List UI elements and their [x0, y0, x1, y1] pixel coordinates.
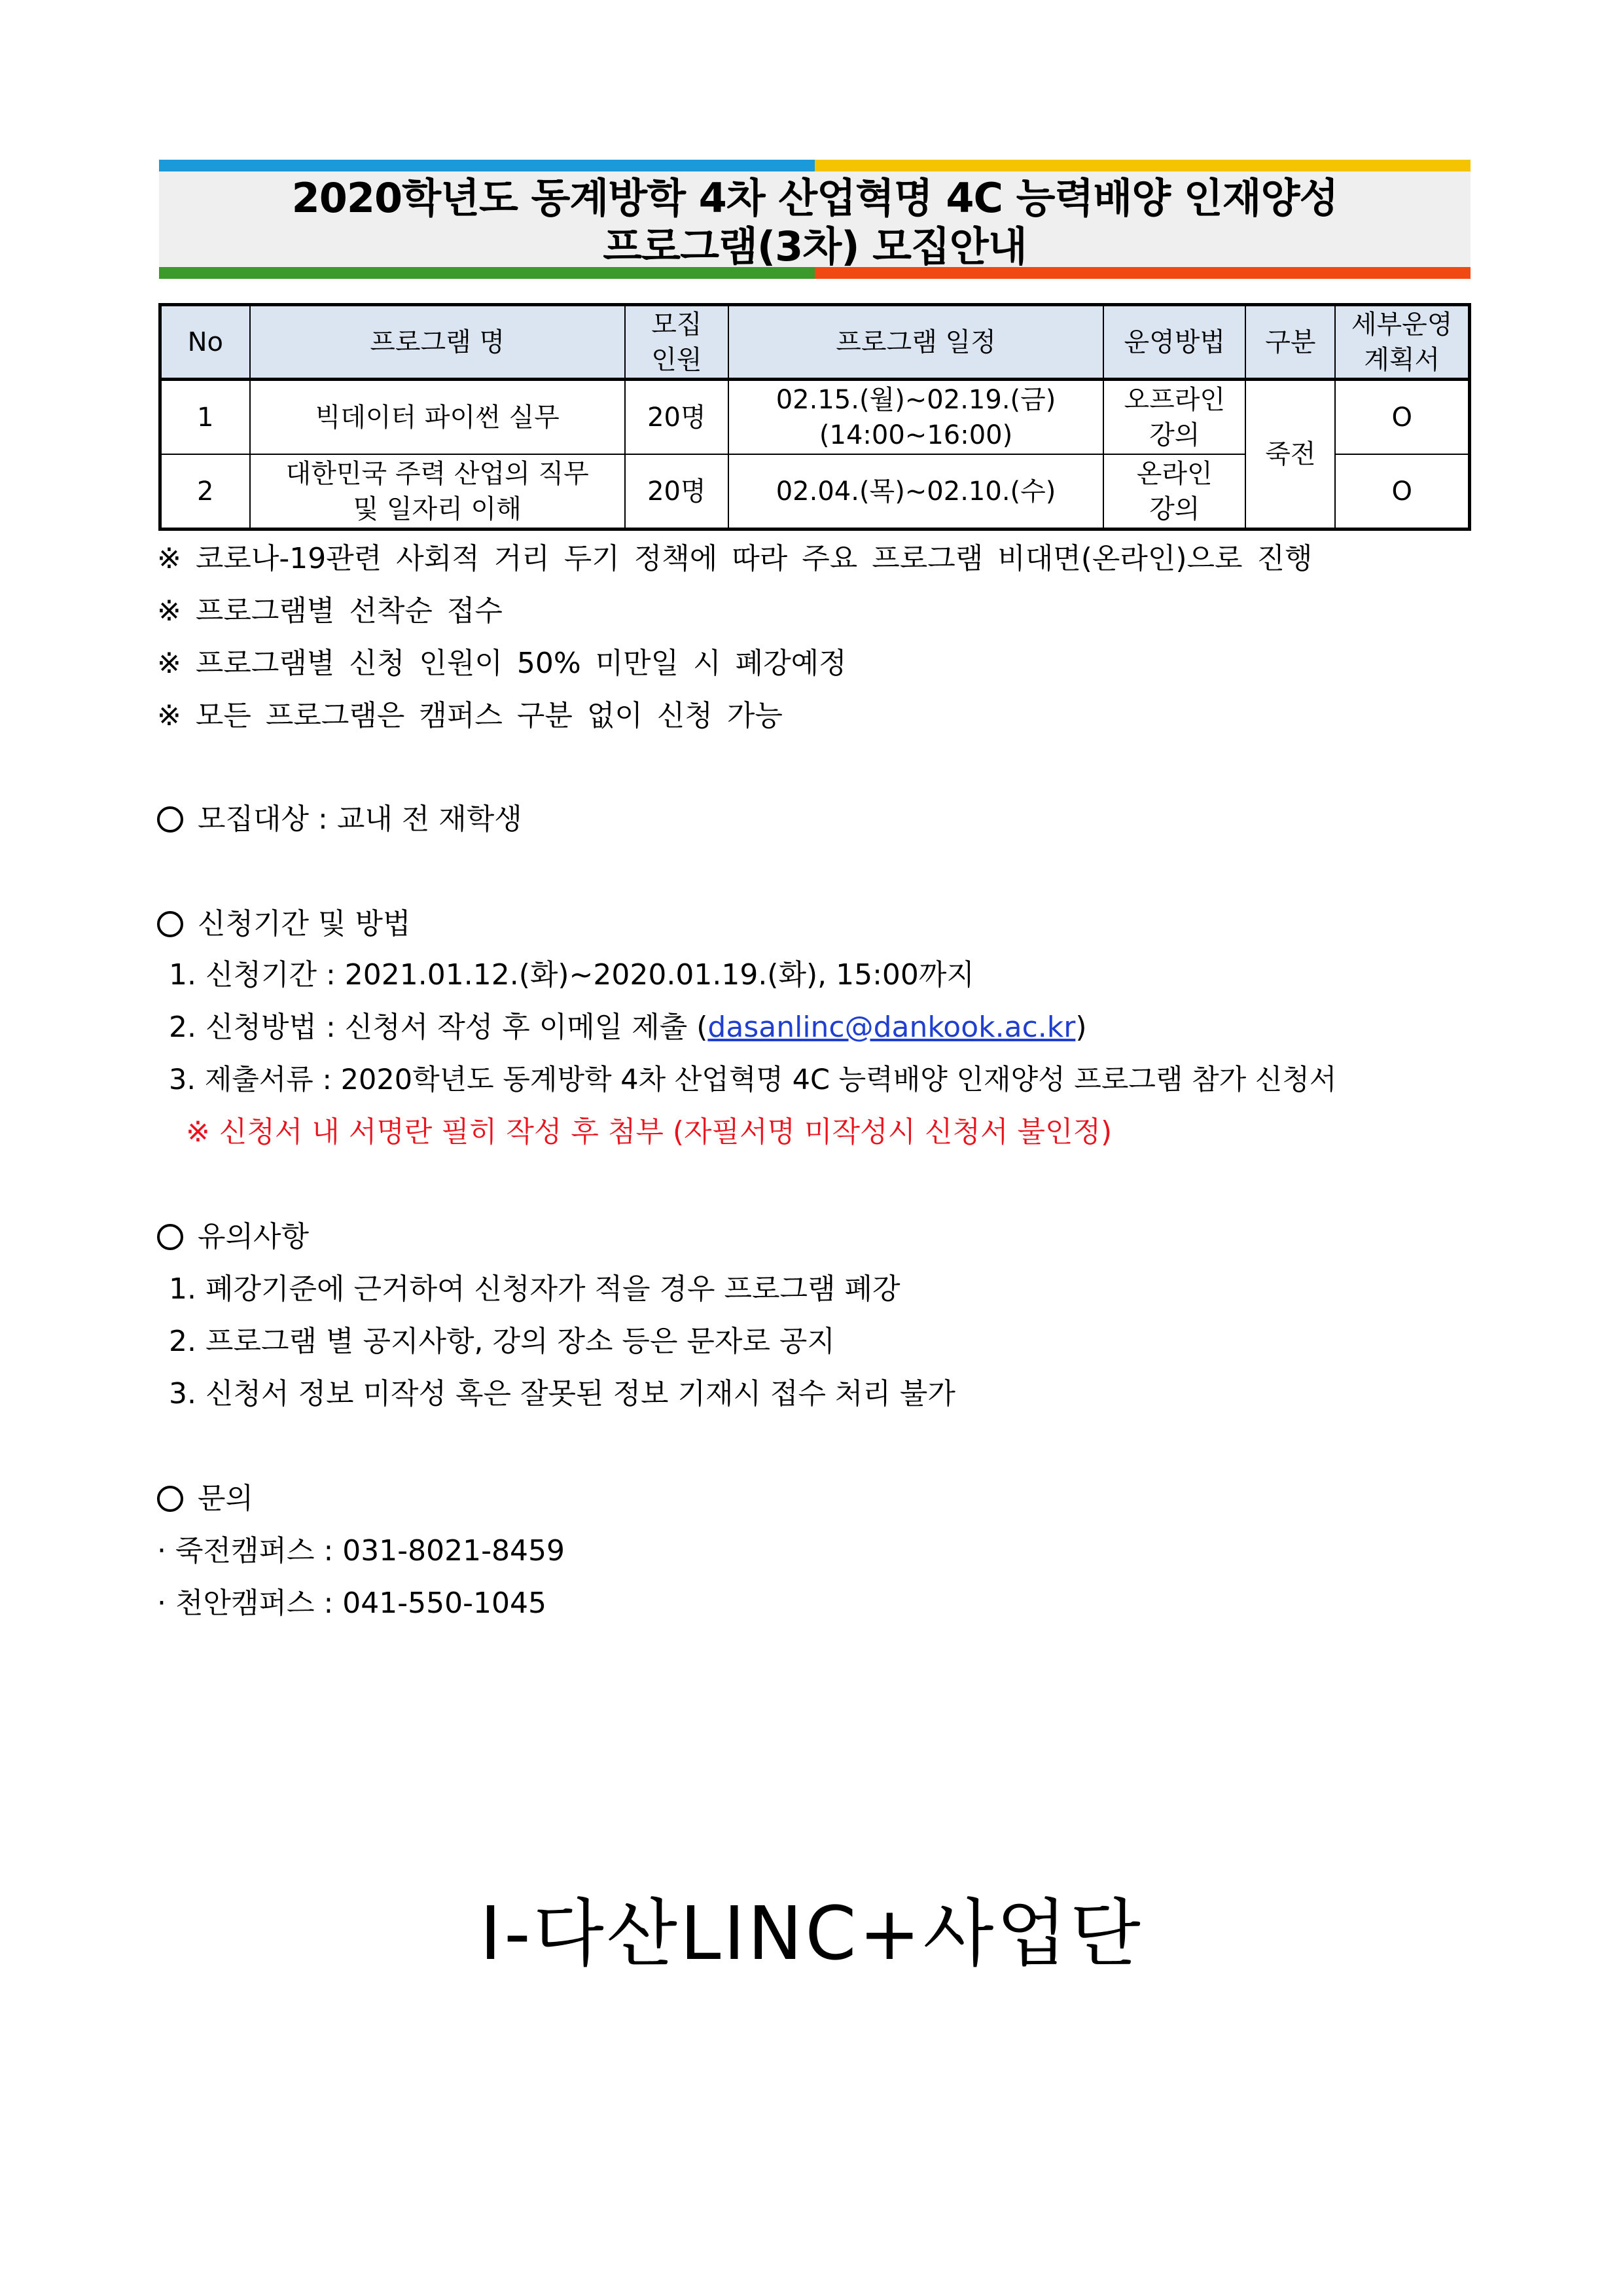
note-first-come: ※ 프로그램별 선착순 접수	[157, 594, 503, 628]
note-covid: ※ 코로나-19관련 사회적 거리 두기 정책에 따라 주요 프로그램 비대면(온라인)으로 진행	[157, 542, 1313, 575]
email-link[interactable]: dasanlinc@dankook.ac.kr	[707, 1011, 1076, 1044]
row-capacity: 20명	[625, 380, 728, 455]
row-plan: O	[1335, 380, 1469, 455]
circle-bullet-icon	[157, 1486, 183, 1512]
application-documents: 3. 제출서류 : 2020학년도 동계방학 4차 산업혁명 4C 능력배양 인재양성 프로그램 참가 신청서	[169, 1064, 1337, 1096]
target-heading: 모집대상 : 교내 전 재학생	[198, 802, 522, 836]
inquiry-cheonan: · 천안캠퍼스 : 041-550-1045	[157, 1587, 546, 1620]
note-cancel-threshold: ※ 프로그램별 신청 인원이 50% 미만일 시 폐강예정	[157, 647, 847, 680]
caution-item: 1. 폐강기준에 근거하여 신청자가 적을 경우 프로그램 폐강	[169, 1272, 901, 1306]
banner-top-yellow-bar	[815, 160, 1471, 171]
application-method: 2. 신청방법 : 신청서 작성 후 이메일 제출 (dasanlinc@dankook.ac.kr)	[169, 1011, 1087, 1044]
inquiry-section	[157, 1480, 253, 1517]
row-method: 온라인 강의	[1103, 454, 1245, 529]
row-plan: O	[1335, 454, 1469, 529]
inquiry-jukjeon: · 죽전캠퍼스 : 031-8021-8459	[157, 1534, 565, 1568]
page-title	[159, 174, 1471, 271]
note-all-campus: ※ 모든 프로그램은 캠퍼스 구분 없이 신청 가능	[157, 699, 783, 732]
organization-footer: I-다산LINC+사업단	[480, 1892, 1143, 1977]
row-schedule: 02.04.(목)~02.10.(수)	[728, 454, 1103, 529]
row-no: 1	[160, 380, 250, 455]
signature-warning: ※ 신청서 내 서명란 필히 작성 후 첨부 (자필서명 미작성시 신청서 불인정)	[186, 1115, 1113, 1149]
row-program-name: 대한민국 주력 산업의 직무 및 일자리 이해	[250, 454, 625, 529]
banner-top-blue-bar	[159, 160, 815, 171]
program-table	[158, 303, 1471, 531]
target-section	[157, 801, 522, 838]
circle-bullet-icon	[157, 806, 183, 833]
table-row	[160, 380, 1470, 455]
row-capacity: 20명	[625, 454, 728, 529]
header-capacity: 모집 인원	[625, 305, 728, 380]
application-period: 1. 신청기간 : 2021.01.12.(화)~2020.01.19.(화), 15:00까지	[169, 958, 974, 992]
header-program-name: 프로그램 명	[250, 305, 625, 380]
caution-item: 2. 프로그램 별 공지사항, 강의 장소 등은 문자로 공지	[169, 1325, 835, 1358]
inquiry-heading: 문의	[198, 1482, 254, 1515]
row-method: 오프라인 강의	[1103, 380, 1245, 455]
header-schedule: 프로그램 일정	[728, 305, 1103, 380]
row-program-name: 빅데이터 파이썬 실무	[250, 380, 625, 455]
caution-item: 3. 신청서 정보 미작성 혹은 잘못된 정보 기재시 접수 처리 불가	[169, 1377, 955, 1410]
row-category: 죽전	[1245, 380, 1335, 529]
application-section	[157, 906, 411, 942]
header-plan: 세부운영 계획서	[1335, 305, 1469, 380]
circle-bullet-icon	[157, 911, 183, 937]
header-no: No	[160, 305, 250, 380]
header-category: 구분	[1245, 305, 1335, 380]
application-heading: 신청기간 및 방법	[198, 907, 411, 941]
page-title-line1: 2020학년도 동계방학 4차 산업혁명 4C 능력배양 인재양성	[291, 174, 1338, 222]
row-schedule: 02.15.(월)~02.19.(금) (14:00~16:00)	[728, 380, 1103, 455]
page-title-line2: 프로그램(3차) 모집안내	[603, 223, 1027, 270]
header-method: 운영방법	[1103, 305, 1245, 380]
caution-heading: 유의사항	[198, 1220, 310, 1253]
row-no: 2	[160, 454, 250, 529]
circle-bullet-icon	[157, 1224, 183, 1250]
table-header-row	[160, 305, 1470, 380]
caution-section	[157, 1219, 309, 1255]
